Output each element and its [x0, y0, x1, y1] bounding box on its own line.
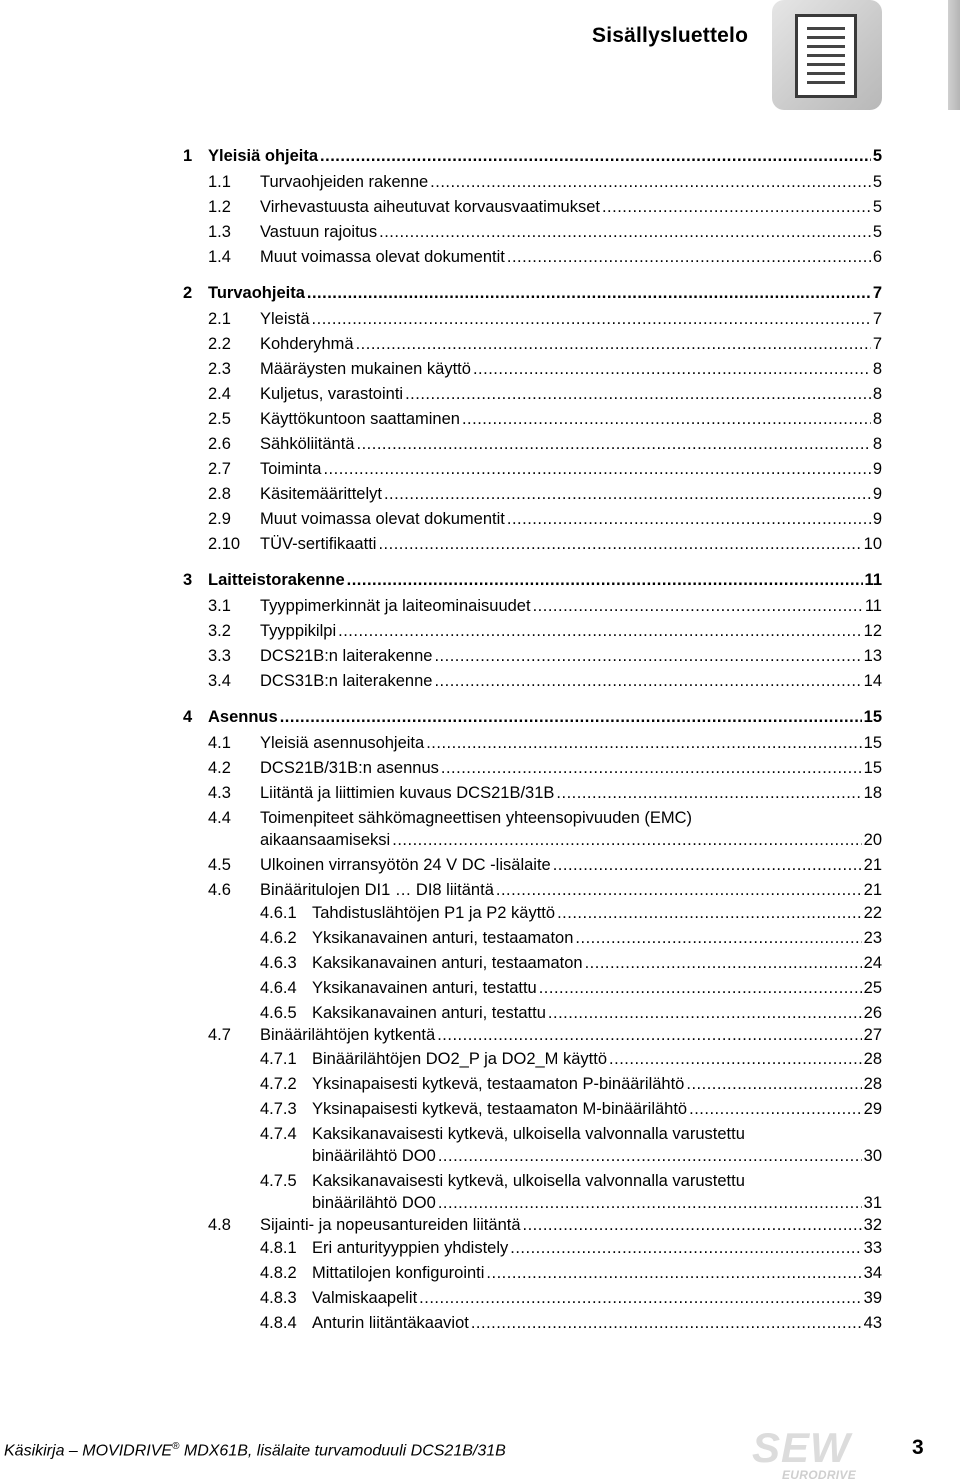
side-tab-bar: [948, 0, 960, 110]
toc-entry-number: 2.6: [208, 435, 231, 453]
toc-entry-number: 4.8: [208, 1216, 231, 1234]
toc-entry-title: Tahdistuslähtöjen P1 ja P2 käyttö: [312, 904, 556, 922]
toc-entry-number: 4.8.2: [260, 1264, 297, 1282]
toc-leader-dots: [462, 408, 871, 430]
toc-entry-page: 29: [863, 1100, 882, 1118]
toc-entry-title: Yleistä: [260, 310, 310, 328]
toc-entry[interactable]: [0, 1098, 960, 1120]
toc-leader-dots: [441, 757, 862, 779]
toc-entry[interactable]: [0, 1237, 960, 1259]
toc-entry-title: Asennus: [208, 708, 278, 726]
toc-entry-title: Kaksikanavaisesti kytkevä, ulkoisella valvonnalla varustettu: [312, 1125, 745, 1143]
toc-entry-title: Turvaohjeiden rakenne: [260, 173, 429, 191]
toc-entry-title: Kohderyhmä: [260, 335, 354, 353]
toc-leader-dots: [356, 433, 870, 455]
toc-entry[interactable]: [0, 1170, 960, 1192]
toc-leader-dots: [585, 952, 862, 974]
toc-leader-dots: [338, 620, 862, 642]
toc-entry-page: 27: [863, 1026, 882, 1044]
toc-entry-number: 3: [183, 571, 193, 589]
toc-leader-dots: [609, 1048, 862, 1070]
toc-leader-dots: [378, 533, 861, 555]
toc-leader-dots: [575, 927, 861, 949]
toc-entry-title: Tyyppikilpi: [260, 622, 337, 640]
toc-entry-number: 2.8: [208, 485, 231, 503]
toc-entry[interactable]: [0, 333, 960, 355]
toc-entry[interactable]: [0, 433, 960, 455]
toc-entry[interactable]: [0, 1123, 960, 1145]
toc-entry[interactable]: [0, 1192, 960, 1214]
toc-entry-title: Käyttökuntoon saattaminen: [260, 410, 460, 428]
toc-entry-title: Mittatilojen konfigurointi: [312, 1264, 485, 1282]
toc-entry[interactable]: [0, 1214, 960, 1236]
toc-entry-title: Laitteistorakenne: [208, 571, 345, 589]
toc-leader-dots: [507, 508, 871, 530]
toc-leader-dots: [486, 1262, 861, 1284]
toc-entry-title: Tyyppimerkinnät ja laiteominaisuudet: [260, 597, 531, 615]
toc-entry-page: 28: [863, 1050, 882, 1068]
toc-leader-dots: [557, 902, 862, 924]
toc-entry-title: Sijainti- ja nopeusantureiden liitäntä: [260, 1216, 521, 1234]
toc-leader-dots: [434, 645, 861, 667]
toc-entry-title: TÜV-sertifikaatti: [260, 535, 377, 553]
logo-sub-text: EURODRIVE: [782, 1468, 857, 1482]
toc-entry[interactable]: [0, 879, 960, 901]
toc-entry-number: 2.7: [208, 460, 231, 478]
toc-entry-page: 39: [863, 1289, 882, 1307]
toc-leader-dots: [507, 246, 871, 268]
toc-leader-dots: [438, 1192, 862, 1214]
document-icon: [772, 0, 882, 110]
toc-entry[interactable]: [0, 1312, 960, 1334]
toc-entry[interactable]: [0, 221, 960, 243]
toc-leader-dots: [533, 595, 863, 617]
toc-entry-title: Binääritulojen DI1 … DI8 liitäntä: [260, 881, 494, 899]
toc-entry-title: Binäärilähtöjen DO2_P ja DO2_M käyttö: [312, 1050, 608, 1068]
toc-leader-dots: [379, 221, 871, 243]
toc-entry-number: 4.7.4: [260, 1125, 297, 1143]
toc-entry-title: Muut voimassa olevat dokumentit: [260, 510, 505, 528]
toc-entry-title: Sähköliitäntä: [260, 435, 355, 453]
toc-entry[interactable]: [0, 196, 960, 218]
toc-entry-number: 1.1: [208, 173, 231, 191]
toc-entry-page: 21: [863, 881, 882, 899]
toc-entry-page: 11: [864, 571, 882, 589]
toc-entry[interactable]: [0, 829, 960, 851]
toc-entry-number: 3.3: [208, 647, 231, 665]
toc-entry[interactable]: [0, 732, 960, 754]
toc-entry-title: Anturin liitäntäkaaviot: [312, 1314, 469, 1332]
toc-entry-title: Kaksikanavainen anturi, testaamaton: [312, 954, 583, 972]
toc-entry-title: Yksikanavainen anturi, testaamaton: [312, 929, 574, 947]
toc-entry-number: 2.1: [208, 310, 231, 328]
toc-leader-dots: [392, 829, 861, 851]
toc-entry-number: 4.7.2: [260, 1075, 297, 1093]
toc-entry-number: 4.6.3: [260, 954, 297, 972]
toc-entry-page: 15: [863, 708, 882, 726]
toc-entry-page: 31: [863, 1194, 882, 1212]
toc-entry-page: 5: [872, 147, 882, 165]
toc-leader-dots: [347, 569, 863, 591]
toc-leader-dots: [419, 1287, 861, 1309]
toc-entry[interactable]: [0, 458, 960, 480]
toc-entry-title: Valmiskaapelit: [312, 1289, 418, 1307]
toc-entry[interactable]: [0, 358, 960, 380]
toc-leader-dots: [473, 358, 871, 380]
toc-entry-number: 4.2: [208, 759, 231, 777]
toc-entry-page: 22: [863, 904, 882, 922]
toc-entry-title: Eri anturityyppien yhdistely: [312, 1239, 509, 1257]
toc-entry[interactable]: [0, 620, 960, 642]
toc-entry[interactable]: [0, 569, 960, 591]
toc-entry[interactable]: [0, 706, 960, 728]
toc-entry-page: 8: [872, 385, 882, 403]
toc-leader-dots: [523, 1214, 862, 1236]
toc-entry-number: 1: [183, 147, 193, 165]
toc-entry-number: 2.5: [208, 410, 231, 428]
toc-leader-dots: [405, 383, 871, 405]
toc-entry[interactable]: [0, 145, 960, 167]
toc-entry[interactable]: [0, 408, 960, 430]
toc-entry-number: 4.6.1: [260, 904, 297, 922]
toc-leader-dots: [510, 1237, 861, 1259]
toc-leader-dots: [356, 333, 871, 355]
toc-entry-title: Liitäntä ja liittimien kuvaus DCS21B/31B: [260, 784, 555, 802]
toc-entry[interactable]: [0, 1262, 960, 1284]
toc-entry-number: 4.4: [208, 809, 231, 827]
toc-leader-dots: [434, 670, 861, 692]
toc-entry-number: 4: [183, 708, 193, 726]
toc-entry-title: Binäärilähtöjen kytkentä: [260, 1026, 436, 1044]
toc-entry[interactable]: [0, 383, 960, 405]
toc-entry[interactable]: [0, 246, 960, 268]
toc-entry[interactable]: [0, 927, 960, 949]
toc-entry-number: 3.1: [208, 597, 231, 615]
toc-entry-number: 4.7.5: [260, 1172, 297, 1190]
toc-entry[interactable]: [0, 1145, 960, 1167]
toc-entry[interactable]: [0, 533, 960, 555]
toc-entry-page: 20: [863, 831, 882, 849]
toc-entry[interactable]: [0, 508, 960, 530]
toc-entry-number: 4.7.3: [260, 1100, 297, 1118]
toc-entry-number: 4.5: [208, 856, 231, 874]
toc-entry-number: 1.3: [208, 223, 231, 241]
toc-entry-title: Kaksikanavainen anturi, testattu: [312, 1004, 546, 1022]
toc-entry[interactable]: [0, 308, 960, 330]
toc-entry-title: Toiminta: [260, 460, 322, 478]
toc-entry-title: Ulkoinen virransyötön 24 V DC -lisälaite: [260, 856, 551, 874]
toc-entry-page: 5: [872, 198, 882, 216]
toc-leader-dots: [438, 1145, 862, 1167]
toc-entry-title: Yksinapaisesti kytkevä, testaamaton M-binäärilähtö: [312, 1100, 688, 1118]
toc-entry-number: 4.6.5: [260, 1004, 297, 1022]
toc-entry-title: Määräysten mukainen käyttö: [260, 360, 471, 378]
toc-leader-dots: [320, 145, 871, 167]
toc-entry-title: Käsitemäärittelyt: [260, 485, 382, 503]
toc-entry-title: Toimenpiteet sähkömagneettisen yhteensopivuuden (EMC): [260, 809, 692, 827]
toc-entry-number: 2.10: [208, 535, 241, 553]
toc-entry-number: 2: [183, 284, 193, 302]
toc-leader-dots: [280, 706, 862, 728]
toc-entry-title: DCS31B:n laiterakenne: [260, 672, 433, 690]
toc-leader-dots: [471, 1312, 862, 1334]
footer-manual-title: [4, 1441, 506, 1460]
toc-entry-page: 43: [863, 1314, 882, 1332]
toc-entry-title: Vastuun rajoitus: [260, 223, 378, 241]
toc-entry-title: DCS21B/31B:n asennus: [260, 759, 439, 777]
toc-entry-page: 13: [863, 647, 882, 665]
toc-entry-page: 24: [863, 954, 882, 972]
page-number: 3: [912, 1436, 924, 1459]
toc-entry-number: 2.9: [208, 510, 231, 528]
toc-entry-page: 7: [872, 335, 882, 353]
toc-entry[interactable]: [0, 757, 960, 779]
toc-entry[interactable]: [0, 1024, 960, 1046]
toc-entry[interactable]: [0, 1073, 960, 1095]
toc-leader-dots: [384, 483, 871, 505]
toc-entry-page: 8: [872, 410, 882, 428]
toc-entry-title: Yksinapaisesti kytkevä, testaamaton P-binäärilähtö: [312, 1075, 685, 1093]
toc-entry-page: 28: [863, 1075, 882, 1093]
footer-text-before: Käsikirja – MOVIDRIVE: [4, 1442, 173, 1460]
toc-leader-dots: [602, 196, 871, 218]
toc-leader-dots: [312, 308, 871, 330]
toc-entry-title: Yksikanavainen anturi, testattu: [312, 979, 537, 997]
toc-entry-number: 4.6.2: [260, 929, 297, 947]
toc-entry-page: 11: [864, 597, 882, 615]
toc-entry-number: 4.8.1: [260, 1239, 297, 1257]
toc-entry-number: 4.7.1: [260, 1050, 297, 1068]
toc-entry-number: 2.3: [208, 360, 231, 378]
toc-entry-page: 6: [872, 248, 882, 266]
toc-leader-dots: [689, 1098, 862, 1120]
toc-entry-number: 2.2: [208, 335, 231, 353]
toc-leader-dots: [307, 282, 871, 304]
toc-entry[interactable]: [0, 483, 960, 505]
toc-entry[interactable]: [0, 902, 960, 924]
toc-entry-title: Virhevastuusta aiheutuvat korvausvaatimukset: [260, 198, 600, 216]
toc-entry-title: Muut voimassa olevat dokumentit: [260, 248, 505, 266]
toc-entry-page: 7: [872, 284, 882, 302]
toc-entry-number: 4.8.4: [260, 1314, 297, 1332]
toc-leader-dots: [430, 171, 871, 193]
toc-entry-page: 15: [863, 734, 882, 752]
page-title: Sisällysluettelo: [592, 24, 749, 47]
toc-entry-title: Yleisiä ohjeita: [208, 147, 319, 165]
toc-entry-number: 1.4: [208, 248, 231, 266]
toc-entry[interactable]: [0, 670, 960, 692]
toc-entry-page: 32: [863, 1216, 882, 1234]
toc-entry-number: 4.1: [208, 734, 231, 752]
toc-entry-page: 14: [863, 672, 882, 690]
toc-entry-title: aikaansaamiseksi: [260, 831, 391, 849]
toc-entry-title: DCS21B:n laiterakenne: [260, 647, 433, 665]
toc-entry-number: 4.6.4: [260, 979, 297, 997]
registered-mark: ®: [172, 1441, 180, 1452]
toc-entry-page: 8: [872, 360, 882, 378]
toc-entry-title: Yleisiä asennusohjeita: [260, 734, 425, 752]
toc-entry-number: 4.7: [208, 1026, 231, 1044]
toc-entry-page: 15: [863, 759, 882, 777]
toc-leader-dots: [496, 879, 862, 901]
toc-leader-dots: [437, 1024, 861, 1046]
toc-entry-page: 5: [872, 223, 882, 241]
toc-leader-dots: [426, 732, 861, 754]
toc-entry-page: 23: [863, 929, 882, 947]
toc-entry[interactable]: [0, 282, 960, 304]
footer-text-after: MDX61B, lisälaite turvamoduuli DCS21B/31B: [179, 1442, 506, 1460]
toc-entry-page: 30: [863, 1147, 882, 1165]
toc-entry-title: Kaksikanavaisesti kytkevä, ulkoisella valvonnalla varustettu: [312, 1172, 745, 1190]
toc-entry-number: 2.4: [208, 385, 231, 403]
toc-entry[interactable]: [0, 1002, 960, 1024]
toc-entry-page: 9: [872, 510, 882, 528]
toc-entry-page: 34: [863, 1264, 882, 1282]
toc-entry-number: 4.6: [208, 881, 231, 899]
toc-entry-page: 9: [872, 460, 882, 478]
toc-entry[interactable]: [0, 854, 960, 876]
toc-entry[interactable]: [0, 1287, 960, 1309]
toc-entry[interactable]: [0, 952, 960, 974]
toc-entry-title: Kuljetus, varastointi: [260, 385, 404, 403]
toc-entry-number: 4.8.3: [260, 1289, 297, 1307]
toc-entry[interactable]: [0, 782, 960, 804]
toc-leader-dots: [556, 782, 861, 804]
toc-entry-page: 10: [863, 535, 882, 553]
toc-entry-number: 1.2: [208, 198, 231, 216]
toc-leader-dots: [539, 977, 862, 999]
toc-entry[interactable]: [0, 807, 960, 829]
toc-entry-number: 3.4: [208, 672, 231, 690]
toc-entry-number: 3.2: [208, 622, 231, 640]
logo-main-text: SEW: [752, 1424, 851, 1471]
toc-entry[interactable]: [0, 977, 960, 999]
toc-leader-dots: [553, 854, 862, 876]
toc-entry[interactable]: [0, 1048, 960, 1070]
toc-entry-page: 9: [872, 485, 882, 503]
toc-entry-title: binäärilähtö DO0: [312, 1194, 436, 1212]
toc-entry-page: 21: [863, 856, 882, 874]
toc-entry-title: binäärilähtö DO0: [312, 1147, 436, 1165]
toc-entry[interactable]: [0, 595, 960, 617]
toc-entry[interactable]: [0, 645, 960, 667]
toc-entry-page: 5: [872, 173, 882, 191]
sew-eurodrive-logo: [752, 1424, 860, 1482]
toc-leader-dots: [686, 1073, 861, 1095]
toc-entry-page: 7: [872, 310, 882, 328]
toc-entry-page: 8: [872, 435, 882, 453]
toc-entry[interactable]: [0, 171, 960, 193]
toc-entry-number: 4.3: [208, 784, 231, 802]
toc-entry-page: 25: [863, 979, 882, 997]
toc-leader-dots: [323, 458, 870, 480]
toc-entry-page: 26: [863, 1004, 882, 1022]
toc-entry-page: 33: [863, 1239, 882, 1257]
toc-entry-page: 18: [863, 784, 882, 802]
toc-entry-page: 12: [863, 622, 882, 640]
toc-entry-title: Turvaohjeita: [208, 284, 305, 302]
toc-leader-dots: [548, 1002, 862, 1024]
